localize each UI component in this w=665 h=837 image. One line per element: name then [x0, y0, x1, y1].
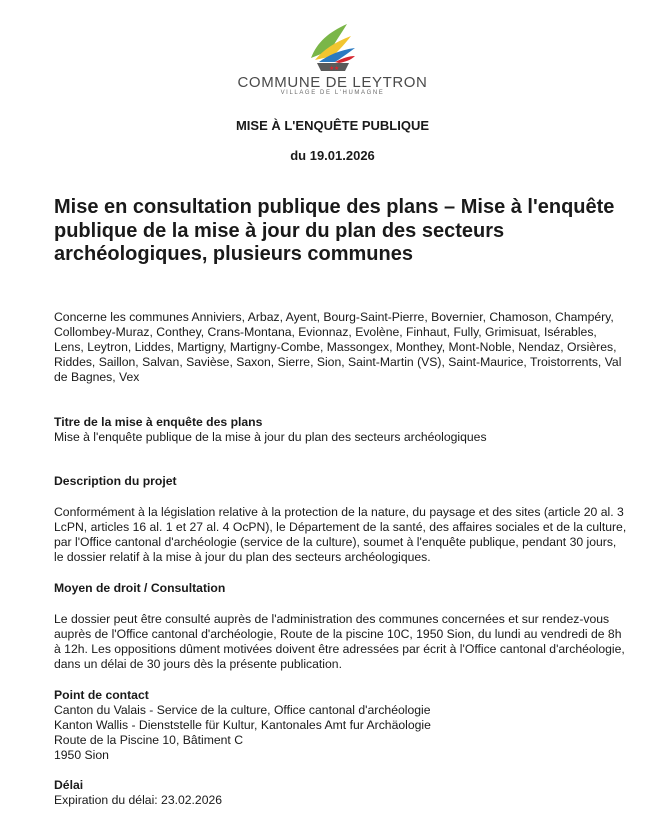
section-deadline — [54, 778, 629, 808]
section-plan-title — [54, 415, 629, 445]
section-consultation — [54, 581, 629, 672]
svg-text:★: ★ — [328, 65, 334, 72]
section-text: Expiration du délai: 23.02.2026 — [54, 793, 223, 807]
section-contact — [54, 688, 629, 763]
contact-line: Kanton Wallis - Dienststelle für Kultur, Kantonales Amt fur Archäologie — [54, 718, 431, 732]
logo-subtitle: VILLAGE DE L'HUMAGNE — [280, 90, 385, 96]
section-text: Le dossier peut être consulté auprès de l'administration des communes concernées et sur rendez-vous auprès de l'Office cantonal d'archéologie, Route de la piscine 10C, 1950 Sion, du lundi au vendredi de 8h à 12h. Les oppositions dûment motivées doivent être adressées par écrit à l'Office cantonal d'archéologie, dans un délai de 30 jours dès la présente publication. — [54, 612, 625, 671]
section-heading: Description du projet — [54, 474, 177, 488]
contact-line: Canton du Valais - Service de la culture, Office cantonal d'archéologie — [54, 703, 431, 717]
section-text: Mise à l'enquête publique de la mise à jour du plan des secteurs archéologiques — [54, 430, 487, 444]
notice-date: du 19.01.2026 — [290, 148, 375, 163]
section-heading: Moyen de droit / Consultation — [54, 581, 226, 595]
contact-line: Route de la Piscine 10, Bâtiment C — [54, 733, 244, 747]
section-heading: Titre de la mise à enquête des plans — [54, 415, 263, 429]
leytron-emblem-icon — [305, 20, 361, 72]
section-heading: Point de contact — [54, 688, 149, 702]
communes-list: Concerne les communes Anniviers, Arbaz, Ayent, Bourg-Saint-Pierre, Bovernier, Chamoson, Champéry, Collombey-Muraz, Conthey, Crans-Montana, Evionnaz, Evolène, Finhaut, Fully, Grimisuat, Isérables, Lens, Leytron, Liddes, Martigny, Martigny-Combe, Massongex, Monthey, Mont-Noble, Nendaz, Orsières, Riddes, Saillon, Salvan, Savièse, Saxon, Sierre, Sion, Saint-Martin (VS), Saint-Maurice, Troistorrents, Val de Bagnes, Vex — [54, 310, 622, 384]
commune-logo — [0, 20, 665, 96]
contact-line: 1950 Sion — [54, 748, 109, 762]
section-description — [54, 474, 629, 565]
section-heading: Délai — [54, 778, 84, 792]
section-text: Conformément à la législation relative à la protection de la nature, du paysage et des sites (article 20 al. 3 LcPN, articles 16 al. 1 et 27 al. 4 OcPN), le Département de la santé, des affaires sociales et de la culture, par l'Office cantonal d'archéologie (service de la culture), soumet à l'enquête publique, pendant 30 jours, le dossier relatif à la mise à jour du plan des secteurs archéologiques. — [54, 505, 627, 564]
notice-label: MISE À L'ENQUÊTE PUBLIQUE — [235, 118, 430, 133]
logo-name: COMMUNE DE LEYTRON — [237, 74, 428, 91]
notice-body — [54, 310, 629, 808]
page-title: Mise en consultation publique des plans – Mise à l'enquête publique de la mise à jour du plan des secteurs archéologiques, plusieurs communes — [54, 196, 615, 265]
svg-text:★: ★ — [333, 65, 339, 72]
